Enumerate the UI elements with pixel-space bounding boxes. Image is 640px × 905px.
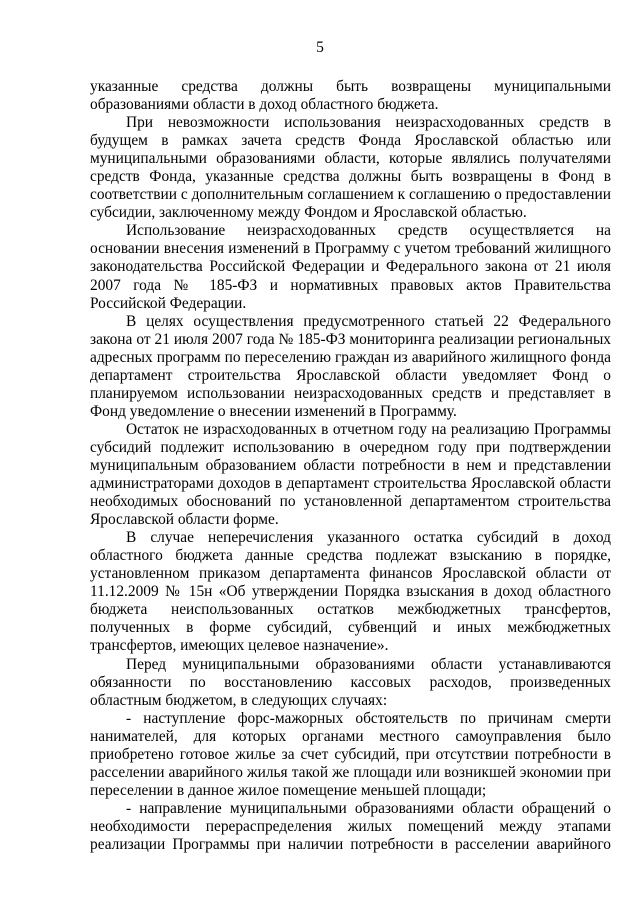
list-item-1: - наступление форс-мажорных обстоятельств по причинам смерти нанимателей, для которых органами местного самоуправления было приобретено готовое жилье за счет субсидий, при отсутствии потребности в расселении аварийного жилья такой же площади или возникшей экономии при переселении в данное жилое помещение меньшей площади; bbox=[90, 709, 611, 799]
paragraph-5: Остаток не израсходованных в отчетном году на реализацию Программы субсидий подлежит использованию в очередном году при подтверждении муниципальным образованием области потребности в нем и представлении администраторами доходов в департамент строительства Ярославской области необходимых обоснований по установленной департаментом строительства Ярославской области форме. bbox=[90, 420, 611, 529]
paragraph-1: указанные средства должны быть возвращены муниципальными образованиями области в доход областного бюджета. bbox=[90, 78, 611, 114]
document-body bbox=[90, 78, 611, 854]
paragraph-7: Перед муниципальными образованиями области устанавливаются обязанности по восстановлению кассовых расходов, произведенных областным бюджетом, в следующих случаях: bbox=[90, 655, 611, 709]
paragraph-2: При невозможности использования неизрасходованных средств в будущем в рамках зачета средств Фонда Ярославской областью или муниципальными образованиями области, которые являлись получателями средств Фонда, указанные средства должны быть возвращены в Фонд в соответствии с дополнительным соглашением к соглашению о предоставлении субсидии, заключенному между Фондом и Ярославской областью. bbox=[90, 114, 611, 222]
paragraph-6: В случае неперечисления указанного остатка субсидий в доход областного бюджета данные средства подлежат взысканию в порядке, установленном приказом департамента финансов Ярославской области от 11.12.2009 № 15н «Об утверждении Порядка взыскания в доход областного бюджета неиспользованных остатков межбюджетных трансфертов, полученных в форме субсидий, субвенций и иных межбюджетных трансфертов, имеющих целевое назначение». bbox=[90, 529, 611, 655]
page-number: 5 bbox=[316, 39, 324, 56]
paragraph-4: В целях осуществления предусмотренного статьей 22 Федерального закона от 21 июля 2007 года № 185-ФЗ мониторинга реализации региональных адресных программ по переселению граждан из аварийного жилищного фонда департамент строительства Ярославской области уведомляет Фонд о планируемом использовании неизрасходованных средств и представляет в Фонд уведомление о внесении изменений в Программу. bbox=[90, 312, 611, 420]
paragraph-3: Использование неизрасходованных средств осуществляется на основании внесения изменений в Программу с учетом требований жилищного законодательства Российской Федерации и Федерального закона от 21 июля 2007 года № 185-ФЗ и нормативных правовых актов Правительства Российской Федерации. bbox=[90, 222, 611, 312]
list-item-2: - направление муниципальными образованиями области обращений о необходимости перераспределения жилых помещений между этапами реализации Программы при наличии потребности в расселении аварийного bbox=[90, 799, 611, 853]
